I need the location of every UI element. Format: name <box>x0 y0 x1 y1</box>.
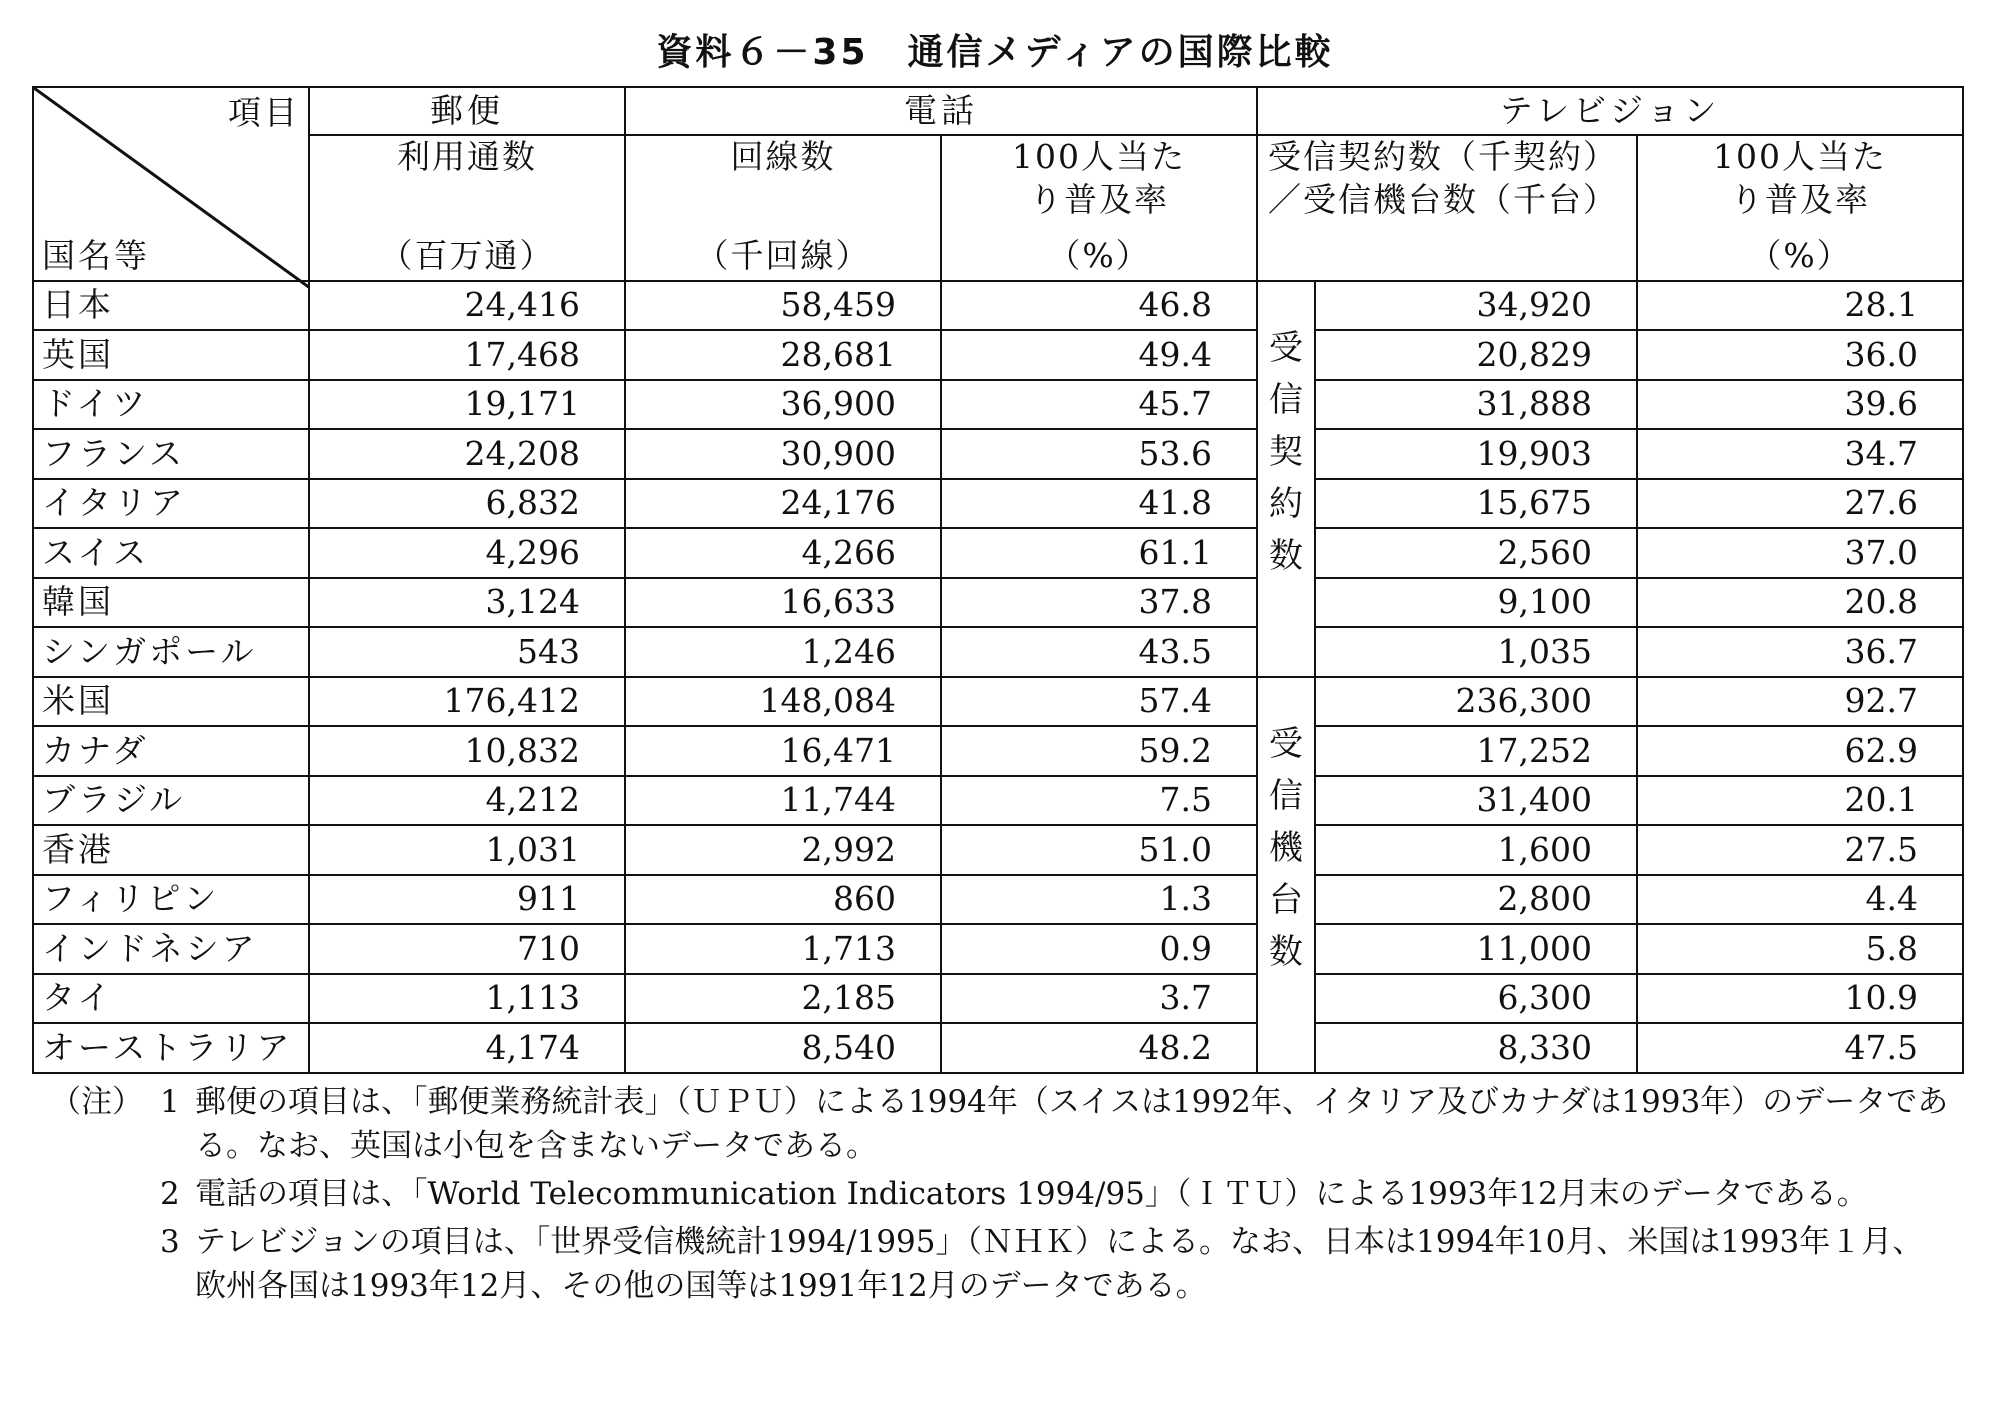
phone-lines-cell: 58,459 <box>625 281 941 331</box>
vertical-label-char: 受 <box>1269 327 1303 368</box>
tv-receivers-vertical-label <box>1257 677 1315 1073</box>
note-item <box>50 1172 1950 1216</box>
phone-rate-cell: 37.8 <box>941 578 1257 628</box>
tv-count-line2: ／受信機台数（千台） <box>1268 180 1618 220</box>
note-item <box>50 1220 1950 1308</box>
phone-lines-cell: 8,540 <box>625 1023 941 1073</box>
vertical-label-char: 信 <box>1269 775 1303 816</box>
phone-lines-cell: 860 <box>625 875 941 925</box>
tv-count-cell: 9,100 <box>1315 578 1637 628</box>
item-header-label: 項目 <box>228 93 300 132</box>
group-header-television: テレビジョン <box>1257 87 1963 135</box>
tv-rate-cell: 27.6 <box>1637 479 1963 529</box>
tv-rate-line2: り普及率 <box>1730 180 1870 220</box>
table-row <box>33 528 1963 578</box>
vertical-label-char: 受 <box>1269 723 1303 764</box>
tv-rate-cell: 62.9 <box>1637 726 1963 776</box>
table-row <box>33 776 1963 826</box>
phone-rate-cell: 41.8 <box>941 479 1257 529</box>
tv-rate-cell: 5.8 <box>1637 924 1963 974</box>
notes-section <box>50 1080 1950 1312</box>
note-number: 2 <box>160 1176 180 1212</box>
country-cell: 英国 <box>33 330 309 380</box>
phone-lines-cell: 28,681 <box>625 330 941 380</box>
tv-rate-cell: 39.6 <box>1637 380 1963 430</box>
vertical-label-char: 数 <box>1269 931 1303 972</box>
tv-count-cell: 8,330 <box>1315 1023 1637 1073</box>
tv-rate-cell: 27.5 <box>1637 825 1963 875</box>
country-cell: シンガポール <box>33 627 309 677</box>
tv-count-cell: 19,903 <box>1315 429 1637 479</box>
phone-rate-cell: 1.3 <box>941 875 1257 925</box>
tv-rate-cell: 92.7 <box>1637 677 1963 727</box>
mail-count-cell: 176,412 <box>309 677 625 727</box>
tel-rate-header <box>941 135 1257 280</box>
mail-count-cell: 4,212 <box>309 776 625 826</box>
comparison-table-container <box>32 86 1962 1074</box>
phone-rate-cell: 49.4 <box>941 330 1257 380</box>
table-row <box>33 726 1963 776</box>
country-cell: ブラジル <box>33 776 309 826</box>
vertical-label-char: 機 <box>1269 827 1303 868</box>
table-row <box>33 677 1963 727</box>
postal-use-header <box>309 135 625 280</box>
tel-rate-line1: 100人当た <box>1012 137 1186 177</box>
postal-use-label: 利用通数 <box>397 137 537 177</box>
phone-lines-cell: 1,713 <box>625 924 941 974</box>
tv-count-cell: 236,300 <box>1315 677 1637 727</box>
tv-contracts-vertical-label <box>1257 281 1315 677</box>
tv-rate-cell: 36.7 <box>1637 627 1963 677</box>
phone-rate-cell: 51.0 <box>941 825 1257 875</box>
table-row <box>33 974 1963 1024</box>
phone-lines-cell: 11,744 <box>625 776 941 826</box>
tv-count-cell: 2,800 <box>1315 875 1637 925</box>
mail-count-cell: 4,174 <box>309 1023 625 1073</box>
mail-count-cell: 17,468 <box>309 330 625 380</box>
vertical-label-char: 約 <box>1269 483 1303 524</box>
country-cell: スイス <box>33 528 309 578</box>
mail-count-cell: 24,208 <box>309 429 625 479</box>
comparison-table <box>32 86 1964 1074</box>
vertical-label-char: 数 <box>1269 535 1303 576</box>
phone-rate-cell: 0.9 <box>941 924 1257 974</box>
header-corner-cell <box>33 87 309 281</box>
tv-rate-cell: 4.4 <box>1637 875 1963 925</box>
phone-lines-cell: 30,900 <box>625 429 941 479</box>
table-row <box>33 330 1963 380</box>
note-text: 電話の項目は、「World Telecommunication Indicators 1994/95」（ＩＴＵ）による1993年12月末のデータである。 <box>195 1176 1868 1212</box>
country-cell: 米国 <box>33 677 309 727</box>
note-number: 3 <box>160 1224 180 1260</box>
table-row <box>33 578 1963 628</box>
tv-count-cell: 6,300 <box>1315 974 1637 1024</box>
tv-count-cell: 17,252 <box>1315 726 1637 776</box>
tel-lines-header <box>625 135 941 280</box>
tv-count-cell: 2,560 <box>1315 528 1637 578</box>
note-text: 郵便の項目は、「郵便業務統計表」（ＵＰＵ）による1994年（スイスは1992年、イタリア及びカナダは1993年）のデータである。なお、英国は小包を含まないデータである。 <box>195 1084 1949 1164</box>
phone-rate-cell: 43.5 <box>941 627 1257 677</box>
tv-rate-cell: 28.1 <box>1637 281 1963 331</box>
table-row <box>33 380 1963 430</box>
phone-rate-cell: 45.7 <box>941 380 1257 430</box>
phone-lines-cell: 1,246 <box>625 627 941 677</box>
tv-rate-cell: 34.7 <box>1637 429 1963 479</box>
table-row <box>33 429 1963 479</box>
phone-rate-cell: 46.8 <box>941 281 1257 331</box>
table-row <box>33 479 1963 529</box>
tv-rate-cell: 47.5 <box>1637 1023 1963 1073</box>
mail-count-cell: 10,832 <box>309 726 625 776</box>
tv-rate-cell: 20.8 <box>1637 578 1963 628</box>
mail-count-cell: 1,113 <box>309 974 625 1024</box>
mail-count-cell: 4,296 <box>309 528 625 578</box>
group-header-postal: 郵便 <box>309 87 625 135</box>
phone-lines-cell: 148,084 <box>625 677 941 727</box>
country-cell: 韓国 <box>33 578 309 628</box>
table-row <box>33 924 1963 974</box>
mail-count-cell: 19,171 <box>309 380 625 430</box>
vertical-label-char: 契 <box>1269 431 1303 472</box>
country-cell: 日本 <box>33 281 309 331</box>
phone-rate-cell: 3.7 <box>941 974 1257 1024</box>
group-header-telephone: 電話 <box>625 87 1257 135</box>
mail-count-cell: 3,124 <box>309 578 625 628</box>
tv-count-cell: 31,400 <box>1315 776 1637 826</box>
postal-use-unit: （百万通） <box>379 236 555 276</box>
country-cell: タイ <box>33 974 309 1024</box>
country-cell: フランス <box>33 429 309 479</box>
mail-count-cell: 911 <box>309 875 625 925</box>
tv-rate-cell: 10.9 <box>1637 974 1963 1024</box>
table-row <box>33 875 1963 925</box>
tel-lines-label: 回線数 <box>730 137 836 177</box>
country-header-label: 国名等 <box>42 236 150 276</box>
phone-lines-cell: 2,185 <box>625 974 941 1024</box>
mail-count-cell: 1,031 <box>309 825 625 875</box>
note-text: テレビジョンの項目は、「世界受信機統計1994/1995」（ＮＨＫ）による。なお、日本は1994年10月、米国は1993年１月、欧州各国は1993年12月、その他の国等は1991年12月のデータである。 <box>195 1224 1924 1304</box>
vertical-label-char: 信 <box>1269 379 1303 420</box>
tel-rate-unit: （%） <box>1047 236 1151 276</box>
table-row <box>33 281 1963 331</box>
phone-lines-cell: 36,900 <box>625 380 941 430</box>
tv-count-header <box>1257 135 1637 280</box>
phone-lines-cell: 16,471 <box>625 726 941 776</box>
mail-count-cell: 710 <box>309 924 625 974</box>
mail-count-cell: 24,416 <box>309 281 625 331</box>
phone-rate-cell: 48.2 <box>941 1023 1257 1073</box>
phone-rate-cell: 7.5 <box>941 776 1257 826</box>
notes-marker: （注） <box>50 1084 143 1120</box>
tv-count-cell: 34,920 <box>1315 281 1637 331</box>
country-cell: ドイツ <box>33 380 309 430</box>
country-cell: フィリピン <box>33 875 309 925</box>
phone-lines-cell: 4,266 <box>625 528 941 578</box>
phone-rate-cell: 57.4 <box>941 677 1257 727</box>
phone-lines-cell: 2,992 <box>625 825 941 875</box>
note-number: 1 <box>160 1084 180 1120</box>
mail-count-cell: 6,832 <box>309 479 625 529</box>
table-row <box>33 627 1963 677</box>
country-cell: 香港 <box>33 825 309 875</box>
country-cell: オーストラリア <box>33 1023 309 1073</box>
tv-count-cell: 1,035 <box>1315 627 1637 677</box>
tv-count-cell: 1,600 <box>1315 825 1637 875</box>
tv-count-cell: 31,888 <box>1315 380 1637 430</box>
tel-lines-unit: （千回線） <box>695 236 871 276</box>
tel-rate-line2: り普及率 <box>1029 180 1169 220</box>
tv-count-cell: 15,675 <box>1315 479 1637 529</box>
tv-rate-unit: （%） <box>1748 236 1852 276</box>
tv-count-cell: 20,829 <box>1315 330 1637 380</box>
vertical-label-char: 台 <box>1269 879 1303 920</box>
country-cell: インドネシア <box>33 924 309 974</box>
tv-rate-cell: 37.0 <box>1637 528 1963 578</box>
phone-rate-cell: 61.1 <box>941 528 1257 578</box>
country-cell: イタリア <box>33 479 309 529</box>
tv-rate-cell: 20.1 <box>1637 776 1963 826</box>
tv-count-line1: 受信契約数（千契約） <box>1268 137 1618 177</box>
mail-count-cell: 543 <box>309 627 625 677</box>
table-row <box>33 1023 1963 1073</box>
tv-rate-line1: 100人当た <box>1713 137 1887 177</box>
country-cell: カナダ <box>33 726 309 776</box>
phone-rate-cell: 53.6 <box>941 429 1257 479</box>
tv-count-cell: 11,000 <box>1315 924 1637 974</box>
phone-lines-cell: 16,633 <box>625 578 941 628</box>
tv-rate-cell: 36.0 <box>1637 330 1963 380</box>
table-row <box>33 825 1963 875</box>
note-item <box>50 1080 1950 1168</box>
tv-rate-header <box>1637 135 1963 280</box>
phone-lines-cell: 24,176 <box>625 479 941 529</box>
phone-rate-cell: 59.2 <box>941 726 1257 776</box>
page-title: 資料６－35 通信メディアの国際比較 <box>656 32 1334 73</box>
